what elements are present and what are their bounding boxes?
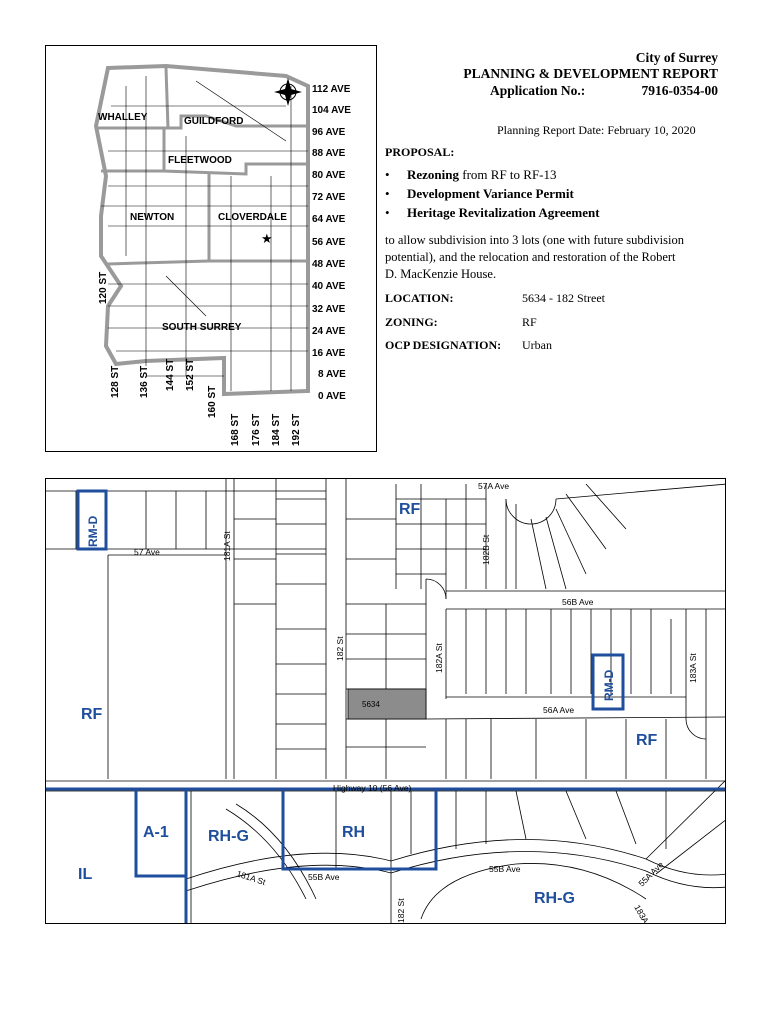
town-label: GUILDFORD [184, 116, 244, 127]
zone-label: RF [81, 706, 103, 723]
town-label: CLOVERDALE [218, 212, 287, 223]
street-label: 182 St [335, 636, 345, 661]
street-label: 183A St [688, 653, 698, 683]
zone-label: RF [399, 501, 421, 518]
zoning-label: ZONING: [385, 315, 438, 329]
city-name: City of Surrey [635, 50, 718, 65]
town-label: SOUTH SURREY [162, 322, 242, 333]
zone-label: RH-G [208, 828, 249, 845]
street-label: 144 ST [165, 358, 176, 391]
street-label: 176 ST [251, 413, 262, 446]
report-date: Planning Report Date: February 10, 2020 [497, 123, 696, 137]
zone-label: RF [636, 732, 658, 749]
street-label: 168 ST [230, 413, 241, 446]
zone-label: RM-D [602, 669, 616, 701]
zone-label: A-1 [143, 824, 169, 841]
street-label: 56A Ave [543, 705, 575, 715]
street-label: 120 ST [98, 271, 109, 304]
street-label: 56B Ave [562, 597, 594, 607]
ave-label: 24 AVE [312, 326, 346, 337]
street-label: 57 Ave [134, 547, 160, 557]
site-map-graphic [46, 479, 726, 924]
application-label: Application No.: [490, 83, 586, 98]
ave-label: 80 AVE [312, 170, 346, 181]
ave-label: 104 AVE [312, 105, 351, 116]
town-label: NEWTON [130, 212, 175, 223]
ave-label: 112 AVE [312, 84, 351, 95]
proposal-list [385, 165, 600, 222]
ocp-value: Urban [522, 338, 552, 352]
ave-label: 32 AVE [312, 304, 346, 315]
street-label: 55A Ave [636, 859, 666, 889]
street-label: 192 ST [291, 413, 302, 446]
street-label: Highway 10 (56 Ave) [333, 783, 412, 793]
ave-label: 72 AVE [312, 192, 346, 203]
list-item: • Development Variance Permit [385, 186, 574, 201]
street-label: 152 ST [185, 358, 196, 391]
zone-label: RH [342, 824, 366, 841]
bullet-icon: • [385, 205, 390, 220]
subject-lot-label: 5634 [362, 700, 380, 709]
street-label: 55B Ave [489, 864, 521, 874]
zone-label: IL [78, 866, 93, 883]
proposal-heading: PROPOSAL: [385, 145, 455, 159]
proposal-description: to allow subdivision into 3 lots (one with future subdivision potential), and the relocation and restoration of the Robert D. MacKenzie House. [385, 233, 684, 281]
location-value: 5634 - 182 Street [522, 291, 605, 305]
ave-label: 8 AVE [318, 369, 346, 380]
street-label: 183A [632, 903, 651, 925]
street-label: 181A St [222, 531, 232, 561]
street-label: 184 ST [271, 413, 282, 446]
street-label: 160 ST [207, 385, 218, 418]
street-label: 182 St [396, 898, 406, 923]
zone-boundary [136, 789, 186, 924]
list-item: • Rezoning from RF to RF-13 [385, 167, 557, 182]
zone-label: RH-G [534, 890, 575, 907]
ave-label: 56 AVE [312, 237, 346, 248]
street-label: 128 ST [110, 365, 121, 398]
list-item: • Heritage Revitalization Agreement [385, 205, 600, 220]
town-label: FLEETWOOD [168, 155, 232, 166]
key-map-graphic [46, 46, 378, 453]
zoning-value: RF [522, 315, 537, 329]
ave-label: 88 AVE [312, 148, 346, 159]
street-label: 181A St [235, 868, 267, 888]
street-label: 182B St [481, 534, 491, 565]
street-label: 182A St [434, 643, 444, 673]
site-star-icon: ★ [261, 232, 273, 247]
ave-label: 48 AVE [312, 259, 346, 270]
bullet-icon: • [385, 167, 390, 182]
ocp-label: OCP DESIGNATION: [385, 338, 502, 352]
zone-label: RM-D [86, 515, 100, 547]
street-label: 57A Ave [478, 481, 510, 491]
ave-label: 64 AVE [312, 214, 346, 225]
ave-label: 96 AVE [312, 127, 346, 138]
ave-label: 0 AVE [318, 391, 346, 402]
ave-label: 16 AVE [312, 348, 346, 359]
site-map [45, 478, 726, 924]
subject-lot [348, 689, 426, 719]
application-number: 7916-0354-00 [641, 83, 718, 98]
bullet-icon: • [385, 186, 390, 201]
key-map [45, 45, 377, 452]
location-label: LOCATION: [385, 291, 454, 305]
street-label: 55B Ave [308, 872, 340, 882]
street-label: 136 ST [139, 365, 150, 398]
town-label: WHALLEY [98, 112, 148, 123]
report-title: PLANNING & DEVELOPMENT REPORT [463, 66, 718, 81]
ave-label: 40 AVE [312, 281, 346, 292]
